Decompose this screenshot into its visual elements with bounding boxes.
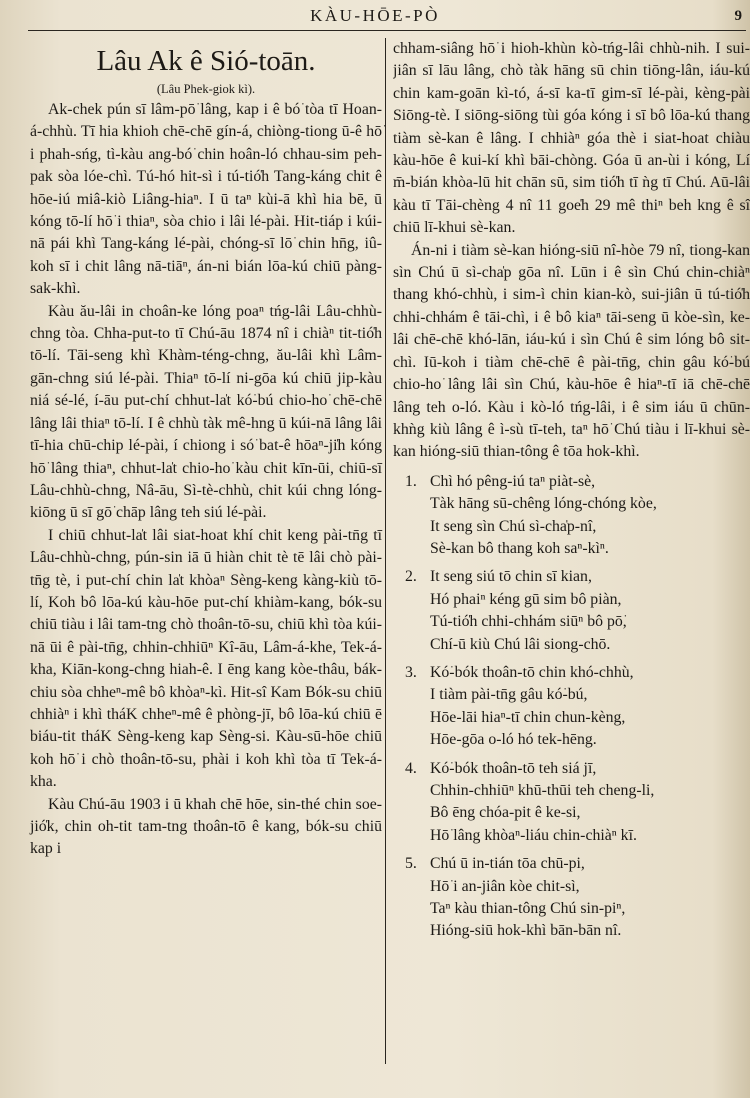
paragraph: chham-siâng hō͘ i hioh-khùn kò-tńg-lâi chhù-nih. I sui-jiân sī lāu lâng, chò tàk hāng sū chin tiōng-lân, iáu-kú chin kam-goān kì-tó, á-sī ka-tī gim-sī lé-pài, kèng-pài Siōng-tè. I siōng-siōng tùi góa kóng i sī bô lōa-kú thang tiàm sè-kan ê lâng. I chhiàⁿ góa thè i siat-hoat chiàu kàu-hōe ê kui-kí khì bāi-chòng. Góa ū an-ùi i kóng, Lí m̄-bián khòa-lū hit chān sū, sim tió̍h tī ǹg tī Chú. Aū-lâi kàu tī Tāi-chèng 4 nî 11 goe̍h 29 mê thiⁿ beh kng ê sî chiū lī-khui sè-kan. (393, 40, 750, 237)
stanza-number: 1. (405, 472, 417, 490)
paragraph: Kàu ău-lâi in choân-ke lóng poaⁿ tńg-lâi Lâu-chhù-chng tòa. Chha-put-to tī Chú-āu 1874 nî i chiàⁿ tit-tió̍h tō-lí. Tāi-seng khì Khàm-téng-chng, ău-lâi khì Lâm-gān-chng siú lé-pài. Thiaⁿ tō-lí ni-gōa kú chiū jip-kàu niá sé-lé, í-āu put-chí chhut-la̍t kó͘-bú chio-ho͘ chē-chē lâng lâi thiaⁿ tō-lí. I ê chhù tàk mê-hng ū kúi-nā lâng lâi tī-hia chū-chip lé-pài, í chiong i só͘ bat-ê hōaⁿ-ji̍h kóng hō͘ lâng thiaⁿ, chhut-la̍t chio-ho͘ kàu chit kīn-ūi, chiū-sī Lâu-chhù-chng, Nâ-āu, Sì-tè-chhù, chit kúi chng lóng-kiōng ū sī gō͘ chāp lâng teh siú lé-pài. (30, 302, 382, 522)
hymn-stanza (393, 471, 750, 561)
paragraph: I chiū chhut-la̍t lâi siat-hoat khí chit keng pài-tn̄g tī Lâu-chhù-chng, pún-sin iā ū hiàn chit tè tē lâi chò pài-tn̄g tè, i put-chí chin la̍t khòaⁿ Sèng-keng kàng-kiù tō-lí, Koh bô lōa-kú kàu-hōe put-chí khiàm-kang, bók-su chiū tiàu i lâi tam-tng chò thoân-tō-su, chiū khì tòa kúi-nā ūi ê pài-tn̄g, chhin-chhiūⁿ Kî-āu, Lâm-á-khe, Tek-á-kha, Kiān-kong-chng hiah-ê. I ēng kang kòe-thâu, bák-chiu sòa chheⁿ-mê bô khòaⁿ-kì. Hit-sî Kam Bók-su chiū chhiàⁿ i khì tháK chheⁿ-mê ê phòng-jī, bô lōa-kú chiū ē biáu-tit tháK Sèng-keng kap Sèng-si. Kàu-sū-hōe chiū koh hō͘ i chò thoân-tō-su, phài i koh khì tòa tī Tek-á-kha. (30, 526, 382, 791)
hymn-stanza (393, 662, 750, 752)
stanza-line: Kó͘-bók thoân-tō teh siá jī, (430, 759, 597, 777)
stanza-line: Chú ū in-tián tōa chū-pi, (430, 855, 585, 873)
right-column (393, 38, 750, 1090)
paragraph: Kàu Chú-āu 1903 i ū khah chē hōe, sin-thé chin soe-jió̍k, chin oh-tit tam-tng thoân-tō ê kang, bók-su chiū kap i (30, 795, 382, 858)
column-divider (385, 38, 386, 1064)
article-title: Lâu Ak ê Sió-toān. (96, 45, 316, 77)
hymn (393, 471, 750, 943)
running-header (0, 4, 750, 32)
stanza-line: Chì hó pêng-iú taⁿ piàt-sè, (430, 472, 596, 490)
stanza-number: 2. (405, 568, 417, 586)
hymn-stanza (393, 566, 750, 656)
stanza-line: Tú-tió̍h chhi-chhám siūⁿ bô pō͘, (430, 613, 627, 631)
hymn-stanza (393, 758, 750, 848)
paragraph: Ak-chek pún sī lâm-pō͘ lâng, kap i ê bó͘ tòa tī Hoan-á-chhù. Tī hia khioh chē-chē gín-á, chiòng-tiong ū-ê hō͘ i phah-sńg, tì-kàu ang-bó͘ chin hoân-ló chhau-sim peh-pak sòa lóe-chì. Tú-hó hit-sì i tú-tió̍h Tang-káng chit ê hōe-iú miâ-kiò Liâng-hiaⁿ. I ū taⁿ kùi-ā khì hia bē, ū kóng tō-lí hō͘ i thiaⁿ, sòa chio i lâi lé-pài. Hit-tiáp i kúi-nā pái khì Tang-káng lé-pài, chóng-sī lō͘ chin hn̄g, iû-koh sī i chit lâng nā-tiāⁿ, án-ni bián lōa-kú chiū pàng-sak-khì. (30, 101, 382, 298)
stanza-line: It seng sìn Chú sì-cha̍p-nî, (430, 517, 597, 535)
stanza-line: Kó͘-bók thoân-tō chin khó-chhù, (430, 663, 634, 681)
paragraph: Án-ni i tiàm sè-kan hióng-siū nî-hòe 79 nî, tiong-kan sìn Chú ū sì-cha̍p gōa nî. Lūn i ê sìn Chú chin-chiàⁿ thang khó-chhù, i sim-ì chin kian-kò, sui-jiân ū tú-tió̍h chhi-chhám ê tāi-chì, i ê bô kiaⁿ tāi-seng ū kòe-sìn, ke-lâi chē-chē khó-lān, iáu-kú i sìn Chú ê sim lóng bô sit-chì. Iū-koh i tiàm chē-chē ê pài-tn̄g, chin gâu kó͘-bú chio-ho͘ lâng lâi sìn Chú, kàu-hōe ê hiaⁿ-tī iā chē-chē lâng teh o-ló. Kàu i kò-ló tńg-lâi, i ê sim iáu ū chūn-khǹg kiù lâng ê ì-sù tī-teh, taⁿ hō͘ Chú tiàu i lī-khui sè-kan hióng-siū thian-tông ê tōa hok-khì. (393, 241, 750, 461)
stanza-line: I tiàm pài-tn̄g gâu kó͘-bú, (430, 686, 588, 704)
stanza-line: Hióng-siū hok-khì bān-bān nî. (430, 922, 622, 940)
stanza-line: Hō͘ lâng khòaⁿ-liáu chin-chiàⁿ kī. (430, 826, 637, 844)
stanza-line: Chhin-chhiūⁿ khū-thūi teh cheng-li, (430, 782, 655, 799)
stanza-line: Chí-ū kiù Chú lâi siong-chō. (430, 635, 611, 653)
running-title: KÀU-HŌE-PÒ (310, 6, 440, 25)
stanza-line: Tàk hāng sū-chêng lóng-chóng kòe, (430, 495, 657, 513)
stanza-line: Sè-kan bô thang koh saⁿ-kìⁿ. (430, 539, 609, 557)
stanza-number: 5. (405, 855, 417, 873)
stanza-line: Hōe-lāi hiaⁿ-tī chin chun-kèng, (430, 708, 626, 726)
stanza-line: Hō͘ i an-jiân kòe chit-sì, (430, 877, 580, 895)
page-number: 9 (734, 8, 742, 24)
stanza-number: 3. (405, 663, 417, 681)
stanza-line: Hōe-gōa o-ló hó tek-hēng. (430, 731, 597, 749)
hymn-stanza (393, 853, 750, 943)
stanza-number: 4. (405, 759, 417, 777)
stanza-line: Bô ēng chóa-pit ê ke-si, (430, 804, 581, 822)
stanza-line: Taⁿ kàu thian-tông Chú sin-piⁿ, (430, 900, 626, 918)
header-rule (28, 30, 746, 31)
stanza-line: It seng siú tō chin sī kian, (430, 568, 592, 586)
stanza-line: Hó phaiⁿ kéng gū sim bô piàn, (430, 590, 622, 608)
article-byline: (Lâu Phek-giok kì). (156, 82, 256, 96)
left-column (30, 38, 382, 1090)
